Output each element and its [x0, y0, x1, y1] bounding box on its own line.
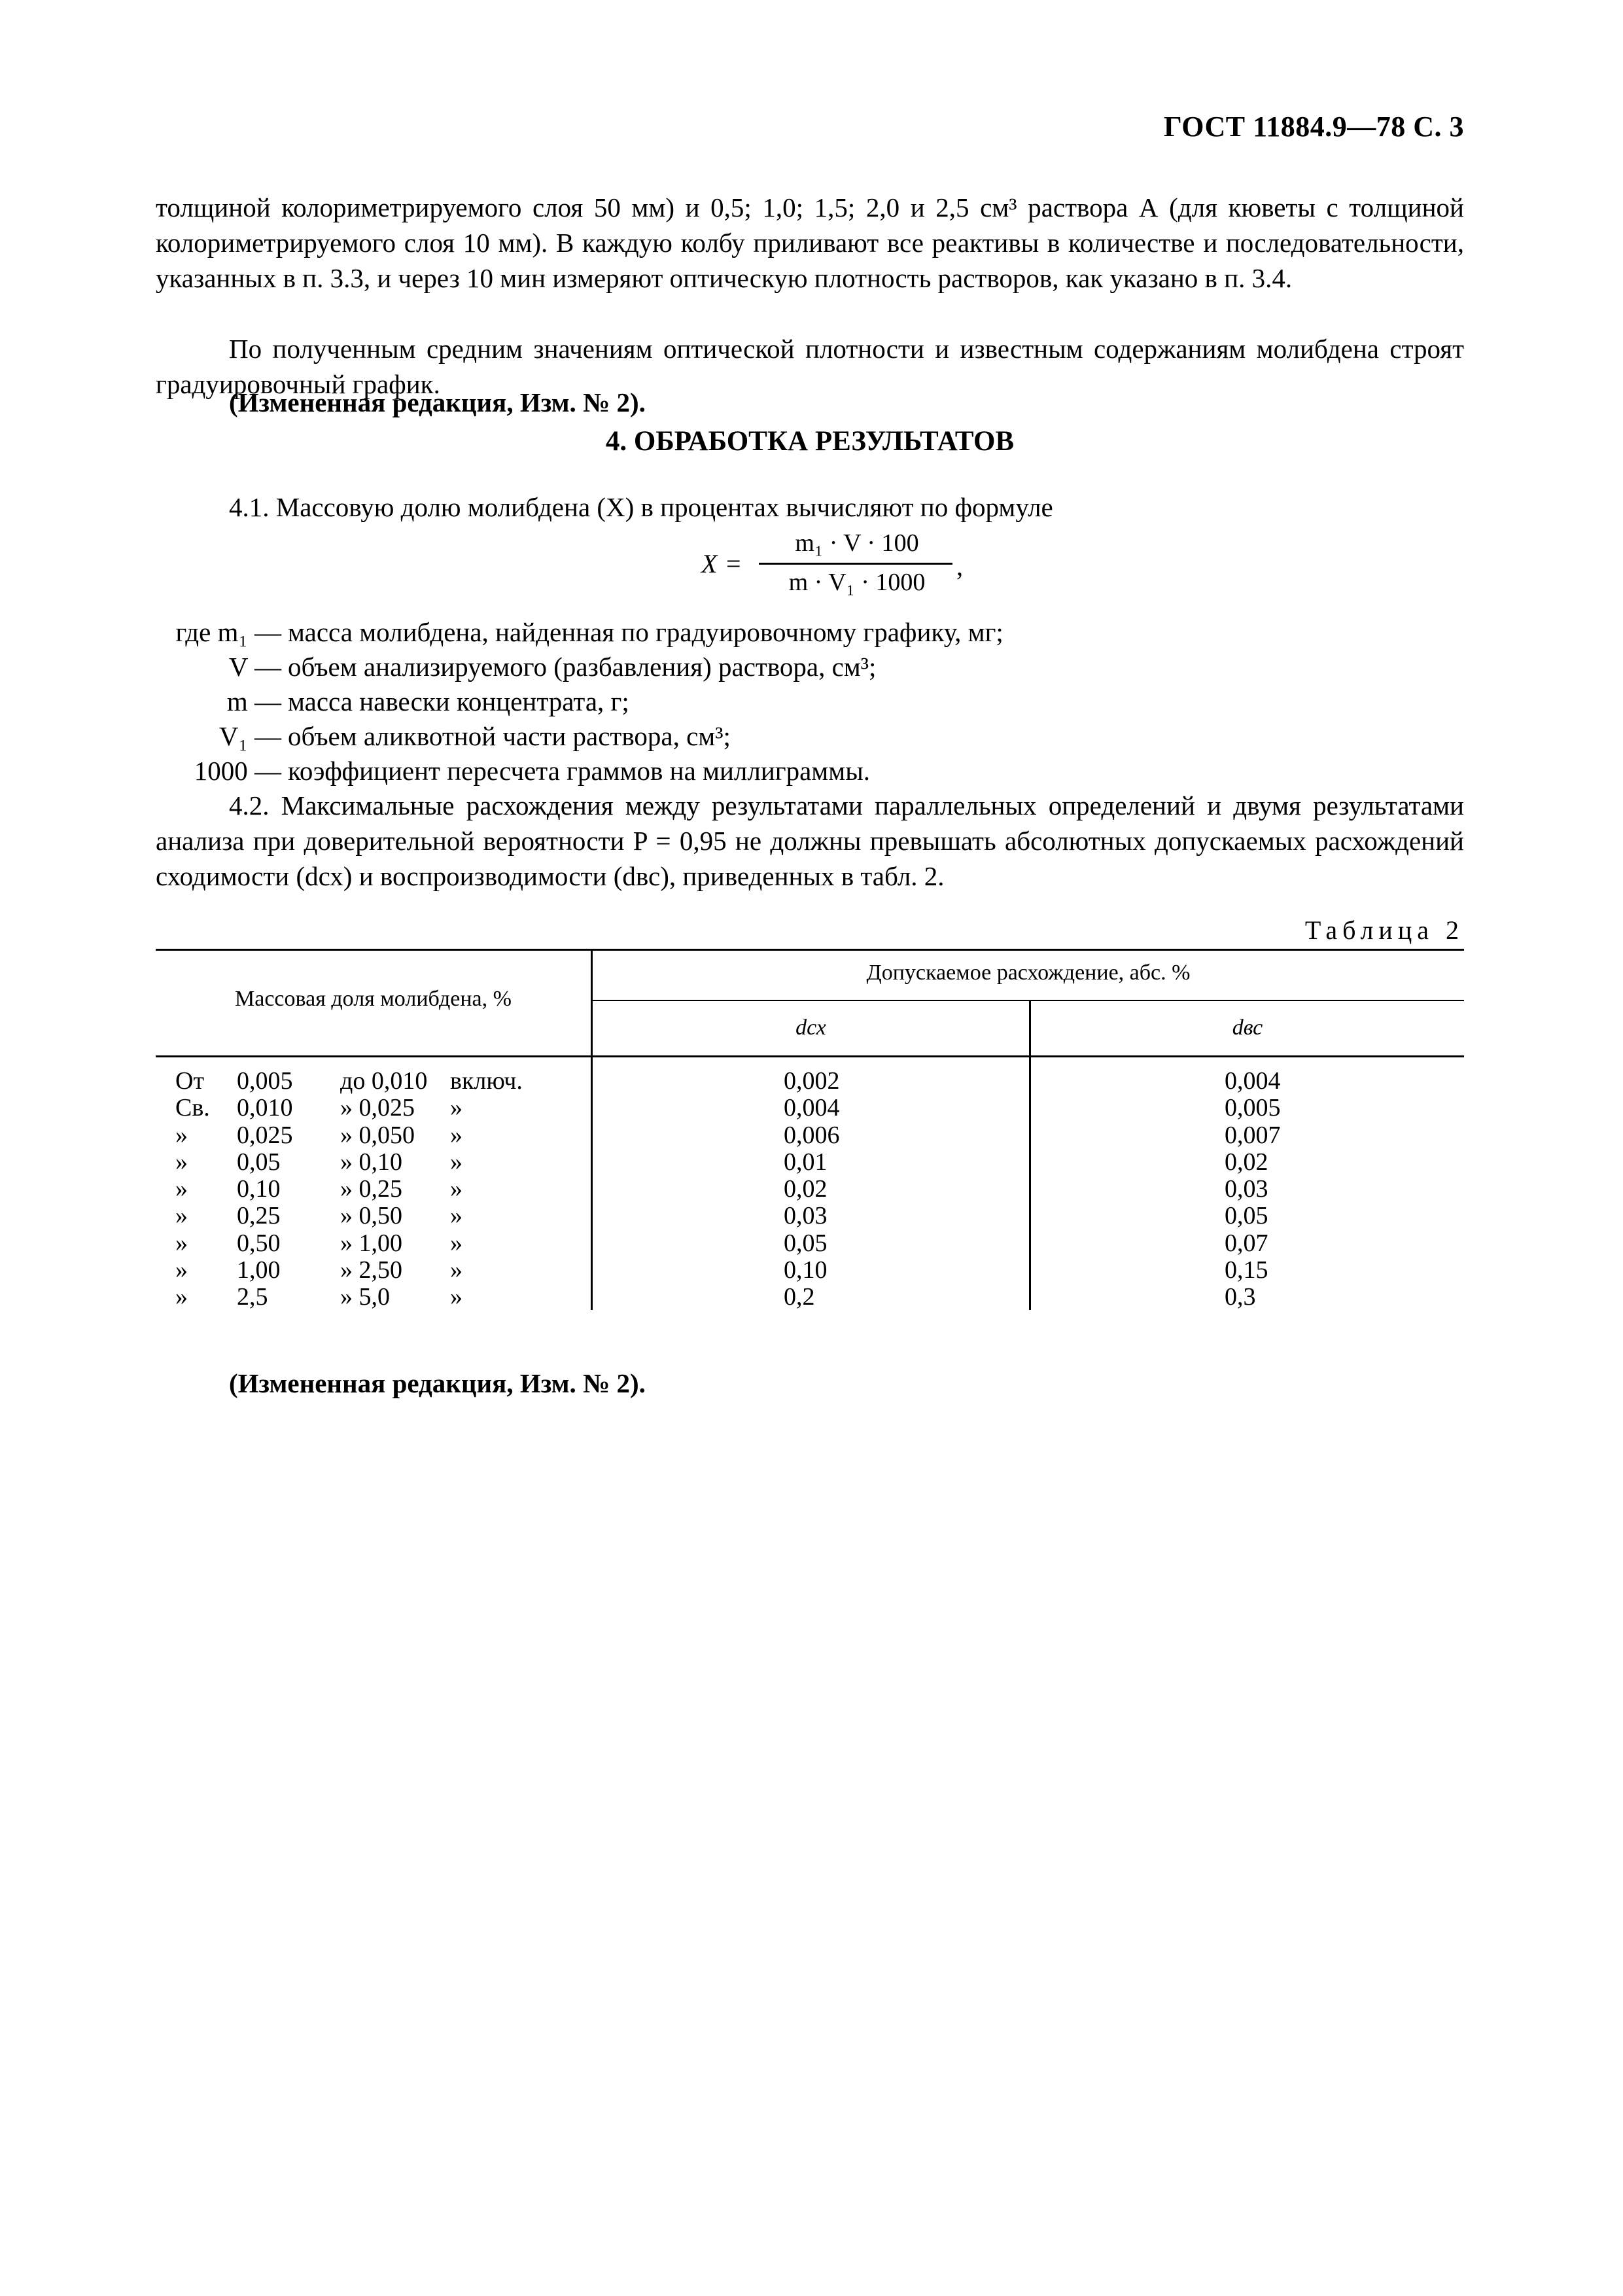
range-suffix: » — [450, 1148, 462, 1176]
legend-description: масса молибдена, найденная по градуировочному графику, мг; — [288, 617, 1003, 647]
range-prefix: » — [175, 1283, 188, 1311]
range-suffix: включ. — [450, 1067, 523, 1095]
range-suffix: » — [450, 1283, 462, 1311]
legend-description: объем аликвотной части раствора, см³; — [288, 721, 731, 751]
range-prefix: » — [175, 1256, 188, 1284]
page-header: ГОСТ 11884.9—78 С. 3 — [1163, 111, 1464, 143]
range-from: 0,50 — [237, 1229, 281, 1257]
range-suffix: » — [450, 1202, 462, 1230]
dbc-value: 0,005 — [1225, 1094, 1281, 1122]
range-prefix: » — [175, 1148, 188, 1176]
table-top-rule — [156, 949, 1464, 951]
amendment-note: (Измененная редакция, Изм. № 2). — [229, 387, 646, 417]
range-suffix: » — [450, 1175, 462, 1203]
dbc-value: 0,05 — [1225, 1202, 1268, 1230]
intro-paragraph-2: По полученным средним значениям оптической плотности и известным содержаниям молибдена строят градуировочный график. — [156, 334, 1464, 399]
legend-symbol: 1000 — — [194, 756, 281, 786]
formula-lhs: X — [701, 549, 718, 578]
dbc-value: 0,03 — [1225, 1175, 1268, 1203]
range-prefix: » — [175, 1202, 188, 1230]
table-row — [156, 1230, 1464, 1257]
dbc-value: 0,02 — [1225, 1148, 1268, 1176]
range-to: » 2,50 — [340, 1256, 402, 1284]
table-body — [156, 1068, 1464, 1311]
table-row — [156, 1176, 1464, 1203]
amendment-note-footer: (Измененная редакция, Изм. № 2). — [229, 1368, 646, 1398]
dcx-value: 0,004 — [784, 1094, 840, 1122]
section-heading: 4. ОБРАБОТКА РЕЗУЛЬТАТОВ — [605, 426, 1015, 457]
range-prefix: » — [175, 1121, 188, 1149]
fraction-bar — [759, 563, 952, 565]
range-prefix: » — [175, 1229, 188, 1257]
range-from: 0,05 — [237, 1148, 281, 1176]
range-to: до 0,010 — [340, 1067, 428, 1095]
mass-fraction-formula — [693, 529, 968, 607]
col-header-dcx: dсх — [795, 1016, 826, 1040]
clause-4-1: 4.1. Массовую долю молибдена (X) в процентах вычисляют по формуле — [229, 492, 1053, 522]
dcx-value: 0,2 — [784, 1283, 815, 1311]
dbc-value: 0,15 — [1225, 1256, 1268, 1284]
dbc-value: 0,004 — [1225, 1067, 1281, 1095]
legend-symbol: V₁ — — [218, 721, 281, 751]
range-to: » 0,10 — [340, 1148, 402, 1176]
legend-description: масса навески концентрата, г; — [288, 686, 629, 716]
dcx-value: 0,006 — [784, 1121, 840, 1149]
range-from: 0,25 — [237, 1202, 281, 1230]
range-prefix: Св. — [175, 1094, 210, 1122]
col-header-tolerance-group: Допускаемое расхождение, абс. % — [866, 961, 1191, 985]
col-header-dbc: dвс — [1232, 1016, 1263, 1040]
group-header-rule — [592, 1000, 1464, 1001]
formula-comma: , — [956, 552, 963, 581]
clause-4-2: 4.2. Максимальные расхождения между результатами параллельных определений и двумя результатами анализа при доверительной вероятности P = 0,95 не должны превышать абсолютных допускаемых расхождений сходимости (dсх) и воспроизводимости (dвс), приведенных в табл. 2. — [156, 790, 1464, 891]
dcx-value: 0,02 — [784, 1175, 828, 1203]
dbc-value: 0,007 — [1225, 1121, 1281, 1149]
range-to: » 0,50 — [340, 1202, 402, 1230]
formula-denominator: m · V₁ · 1000 — [788, 569, 926, 596]
table-row — [156, 1068, 1464, 1095]
range-prefix: » — [175, 1175, 188, 1203]
formula-equals: = — [726, 549, 741, 578]
range-suffix: » — [450, 1256, 462, 1284]
legend-symbol: m — — [226, 686, 281, 716]
range-to: » 1,00 — [340, 1229, 402, 1257]
dbc-value: 0,3 — [1225, 1283, 1256, 1311]
dcx-value: 0,01 — [784, 1148, 828, 1176]
legend-description: объем анализируемого (разбавления) раствора, см³; — [288, 652, 877, 682]
range-suffix: » — [450, 1121, 462, 1149]
range-from: 0,10 — [237, 1175, 281, 1203]
table-row — [156, 1149, 1464, 1176]
range-from: 1,00 — [237, 1256, 281, 1284]
range-from: 0,010 — [237, 1094, 293, 1122]
table-row — [156, 1122, 1464, 1149]
range-suffix: » — [450, 1094, 462, 1122]
range-to: » 0,025 — [340, 1094, 415, 1122]
dbc-value: 0,07 — [1225, 1229, 1268, 1257]
range-to: » 0,25 — [340, 1175, 402, 1203]
dcx-value: 0,03 — [784, 1202, 828, 1230]
col-header-mass-fraction: Массовая доля молибдена, % — [235, 987, 512, 1011]
range-to: » 5,0 — [340, 1283, 390, 1311]
range-to: » 0,050 — [340, 1121, 415, 1149]
range-prefix: От — [175, 1067, 205, 1095]
table-row — [156, 1095, 1464, 1122]
range-from: 0,025 — [237, 1121, 293, 1149]
table-caption: Таблица 2 — [1304, 915, 1464, 945]
table-row — [156, 1203, 1464, 1229]
dcx-value: 0,05 — [784, 1229, 828, 1257]
table-row — [156, 1257, 1464, 1284]
dcx-value: 0,002 — [784, 1067, 840, 1095]
dcx-value: 0,10 — [784, 1256, 828, 1284]
intro-paragraph: толщиной колориметрируемого слоя 50 мм) и 0,5; 1,0; 1,5; 2,0 и 2,5 см³ раствора А (для кюветы с толщиной колориметрируемого слоя 10 мм). В каждую колбу приливают все реактивы в количестве и последовательности, указанных в п. 3.3, и через 10 мин измеряют оптическую плотность растворов, как указано в п. 3.4. — [156, 192, 1464, 293]
legend-symbol: V — — [228, 652, 281, 682]
header-bottom-rule — [156, 1055, 1464, 1057]
range-from: 0,005 — [237, 1067, 293, 1095]
range-from: 2,5 — [237, 1283, 268, 1311]
table-row — [156, 1284, 1464, 1311]
range-suffix: » — [450, 1229, 462, 1257]
legend-description: коэффициент пересчета граммов на миллиграммы. — [288, 756, 870, 786]
formula-numerator: m₁ · V · 100 — [795, 529, 919, 557]
legend-symbol: где m₁ — — [175, 617, 281, 647]
